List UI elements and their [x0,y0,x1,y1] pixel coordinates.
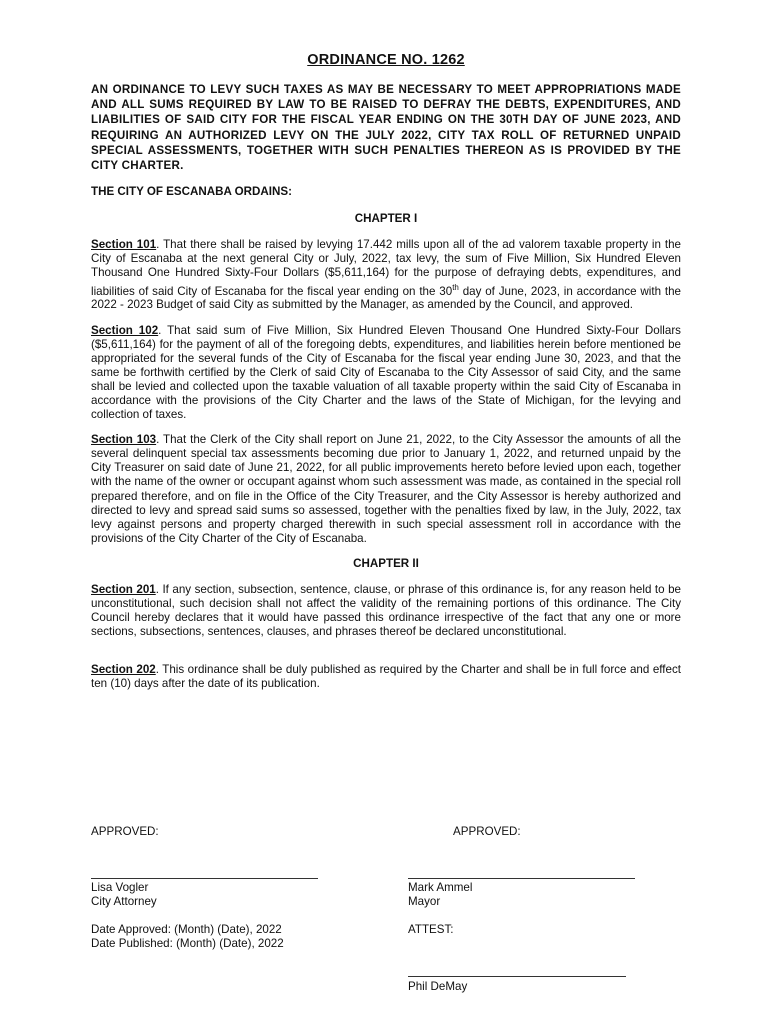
mayor-signature-line [408,878,635,879]
section-201 [91,583,681,639]
mayor-block [408,881,472,909]
section-101-label: Section 101 [91,238,157,252]
clerk-signature-line [408,976,626,977]
section-202-text: . This ordinance shall be duly published as required by the Charter and shall be in full force and effect ten (10) days after the date of its publication. [91,663,681,691]
clerk-name: Phil DeMay [408,980,468,993]
section-102-label: Section 102 [91,323,159,337]
ordains-heading: THE CITY OF ESCANABA ORDAINS: [91,185,292,199]
mayor-name: Mark Ammel [408,881,473,894]
section-101-superscript: th [452,282,459,292]
attorney-title: City Attorney [91,895,157,908]
date-published: Date Published: (Month) (Date), 2022 [91,937,284,950]
date-approved: Date Approved: (Month) (Date), 2022 [91,923,282,936]
ordinance-preamble: AN ORDINANCE TO LEVY SUCH TAXES AS MAY BE NECESSARY TO MEET APPROPRIATIONS MADE AND ALL SUMS REQUIRED BY LAW TO BE RAISED TO DEFRAY THE DEBTS, EXPENDITURES, AND LIABILITIES OF SAID CITY FOR THE FISCAL YEAR ENDING ON THE 30TH DAY OF JUNE 2023, AND REQUIRING AN AUTHORIZED LEVY ON THE JULY 2022, CITY TAX ROLL OF RETURNED UNPAID SPECIAL ASSESSMENTS, TOGETHER WITH SUCH PENALTIES THEREON AS IS PROVIDED BY THE CITY CHARTER. [91,83,681,173]
section-102 [91,324,681,423]
section-201-text: . If any section, subsection, sentence, clause, or phrase of this ordinance is, for any reason held to be unconstitutional, such decision shall not affect the validity of the remaining portions of this ordinance. The City Council hereby declares that it would have passed this ordinance irrespective of the fact that any one or more sections, subsections, sentences, clauses, and phrases thereof be declared unconstitutional. [91,582,681,639]
section-103 [91,433,681,546]
attorney-block [91,881,157,909]
section-102-text: . That said sum of Five Million, Six Hundred Eleven Thousand One Hundred Sixty-Four Dollars ($5,611,164) for the payment of all of the foregoing debts, expenditures, and liabilities herein before mentioned be appropriated for the several funds of the City of Escanaba for the fiscal year ending June 30, 2023, and that the same be forthwith certified by the Clerk of said City of Escanaba to the City Assessor of said City, and the same shall be levied and collected upon the taxable valuation of all taxable property within the said City of Escanaba in accordance with the provisions of the City Charter and the laws of the State of Michigan, for the levying and collection of taxes. [91,323,681,422]
section-202-label: Section 202 [91,663,156,677]
section-101 [91,238,681,312]
attorney-signature-line [91,878,318,879]
ordinance-document [91,52,681,703]
attorney-name: Lisa Vogler [91,881,149,894]
section-101-text-a: . That there shall be raised by levying 17.442 mills upon all of the ad valorem taxable property in the City of Escanaba at the next general City or July, 2022, tax levy, the sum of Five Million, Six Hundred Eleven Thousand One Hundred Sixty-Four Dollars ($5,611,164) for the purpose of defraying debts, expenditures, and liabilities of said City of Escanaba for the fiscal year ending on the 30 [91,238,681,298]
attest-label: ATTEST: [408,923,454,936]
ordinance-title: ORDINANCE NO. 1262 [307,52,465,68]
section-103-label: Section 103 [91,433,157,447]
approved-right-label: APPROVED: [453,825,521,838]
section-201-label: Section 201 [91,582,156,596]
approved-left-label: APPROVED: [91,825,159,838]
section-202 [91,663,681,691]
chapter-1-heading: CHAPTER I [354,212,418,226]
section-103-text: . That the Clerk of the City shall report on June 21, 2022, to the City Assessor the amounts of all the several delinquent special tax assessments becoming due prior to January 1, 2022, and returned unpaid by the City Treasurer on said date of June 21, 2022, for all public improvements hereto before levied upon each, together with the name of the owner or occupant against whom such assessment was made, as contained in the special roll prepared therefore, and on file in the Office of the City Treasurer, and the City Assessor is hereby authorized and directed to levy and spread said sums so assessed, together with the penalties fixed by law, in the July, 2022, tax levy against persons and property charged therewith in such special assessment roll in accordance with the provisions of the City Charter of the City of Escanaba. [91,433,681,545]
mayor-title: Mayor [408,895,441,908]
dates-block [91,923,284,951]
section-101-text-b: day of June, 2023, in accordance with the 2022 - 2023 Budget of said City as submitted by the Manager, as amended by the Council, and approved. [91,284,681,312]
chapter-2-heading: CHAPTER II [353,556,419,570]
